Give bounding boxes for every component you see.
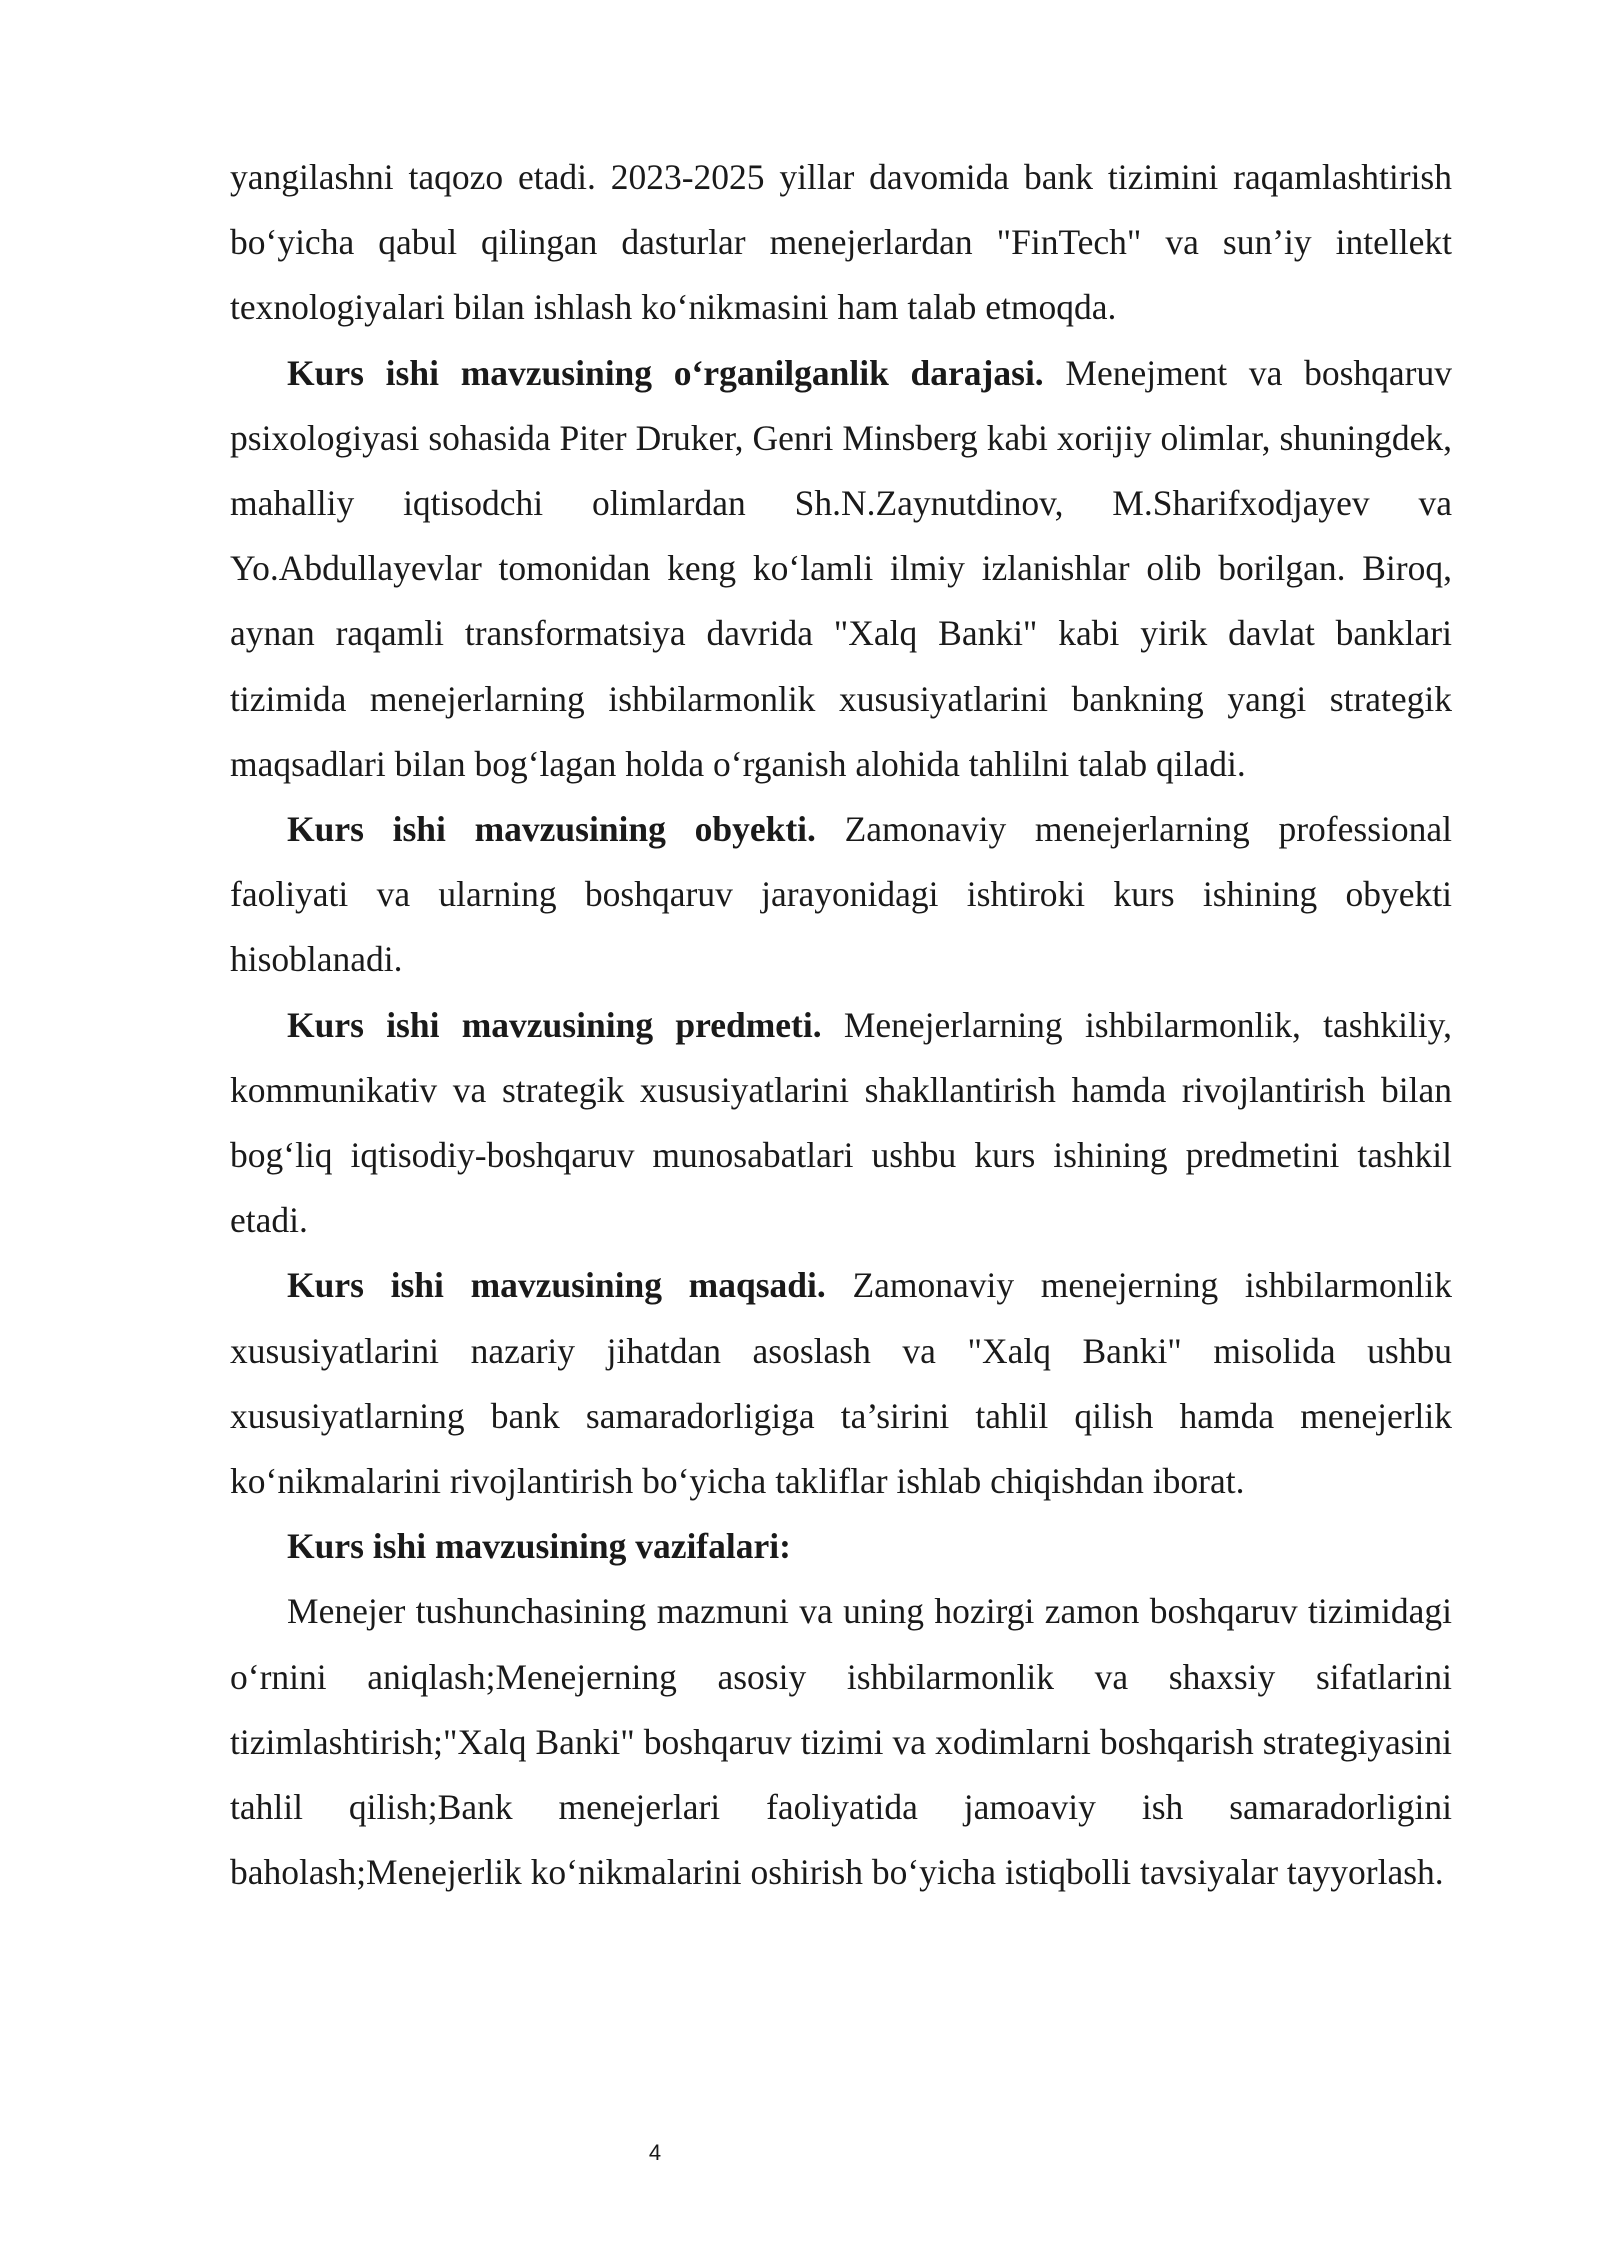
paragraph-text: Zamonaviy menejerlarning professional faoliyati va ularning boshqaruv jarayonidagi ishtiroki kurs ishining obyekti hisoblanadi.	[230, 809, 1452, 980]
paragraph-heading: Kurs ishi mavzusining maqsadi.	[287, 1265, 826, 1306]
paragraph-heading: Kurs ishi mavzusining obyekti.	[287, 809, 816, 850]
paragraph-text: Menejment va boshqaruv psixologiyasi sohasida Piter Druker, Genri Minsberg kabi xorijiy olimlar, shuningdek, mahalliy iqtisodchi olimlardan Sh.N.Zaynutdinov, M.Sharifxodjayev va Yo.Abdullayevlar tomonidan keng ko‘lamli ilmiy izlanishlar olib borilgan. Biroq, aynan raqamli transformatsiya davrida "Xalq Banki" kabi yirik davlat banklari tizimida menejerlarning ishbilarmonlik xususiyatlarini bankning yangi strategik maqsadlari bilan bog‘lagan holda o‘rganish alohida tahlilni talab qiladi.	[230, 352, 1452, 784]
document-body	[230, 145, 1452, 1905]
paragraph-text: Zamonaviy menejerning ishbilarmonlik xususiyatlarini nazariy jihatdan asoslash va "Xalq Banki" misolida ushbu xususiyatlarning bank samaradorligiga ta’sirini tahlil qilish hamda menejerlik ko‘nikmalarini rivojlantirish bo‘yicha takliflar ishlab chiqishdan iborat.	[230, 1265, 1452, 1502]
paragraph-text: Menejer tushunchasining mazmuni va uning hozirgi zamon boshqaruv tizimidagi o‘rnini aniqlash;Menejerning asosiy ishbilarmonlik va shaxsiy sifatlarini tizimlashtirish;"Xalq Banki" boshqaruv tizimi va xodimlarni boshqarish strategiyasini tahlil qilish;Bank menejerlari faoliyatida jamoaviy ish samaradorligini baholash;Menejerlik ko‘nikmalarini oshirish bo‘yicha istiqbolli tavsiyalar tayyorlash.	[230, 1591, 1452, 1893]
paragraph-heading: Kurs ishi mavzusining o‘rganilganlik darajasi.	[287, 352, 1044, 393]
paragraph-subject	[230, 993, 1452, 1254]
paragraph-object	[230, 797, 1452, 993]
paragraph-goal	[230, 1253, 1452, 1514]
paragraph-research-degree	[230, 341, 1452, 797]
paragraph-tasks-list	[230, 1579, 1452, 1905]
paragraph-text: Menejerlarning ishbilarmonlik, tashkiliy, kommunikativ va strategik xususiyatlarini shakllantirish hamda rivojlantirish bilan bog‘liq iqtisodiy-boshqaruv munosabatlari ushbu kurs ishining predmetini tashkil etadi.	[230, 1004, 1452, 1241]
paragraph-continuation	[230, 145, 1452, 341]
paragraph-heading: Kurs ishi mavzusining predmeti.	[287, 1004, 822, 1045]
paragraph-heading: Kurs ishi mavzusining vazifalari:	[287, 1526, 791, 1567]
paragraph-tasks-heading	[230, 1514, 1452, 1579]
page-number: 4	[648, 2140, 662, 2165]
paragraph-text: yangilashni taqozo etadi. 2023-2025 yillar davomida bank tizimini raqamlashtirish bo‘yicha qabul qilingan dasturlar menejerlardan "FinTech" va sun’iy intellekt texnologiyalari bilan ishlash ko‘nikmasini ham talab etmoqda.	[230, 157, 1452, 328]
